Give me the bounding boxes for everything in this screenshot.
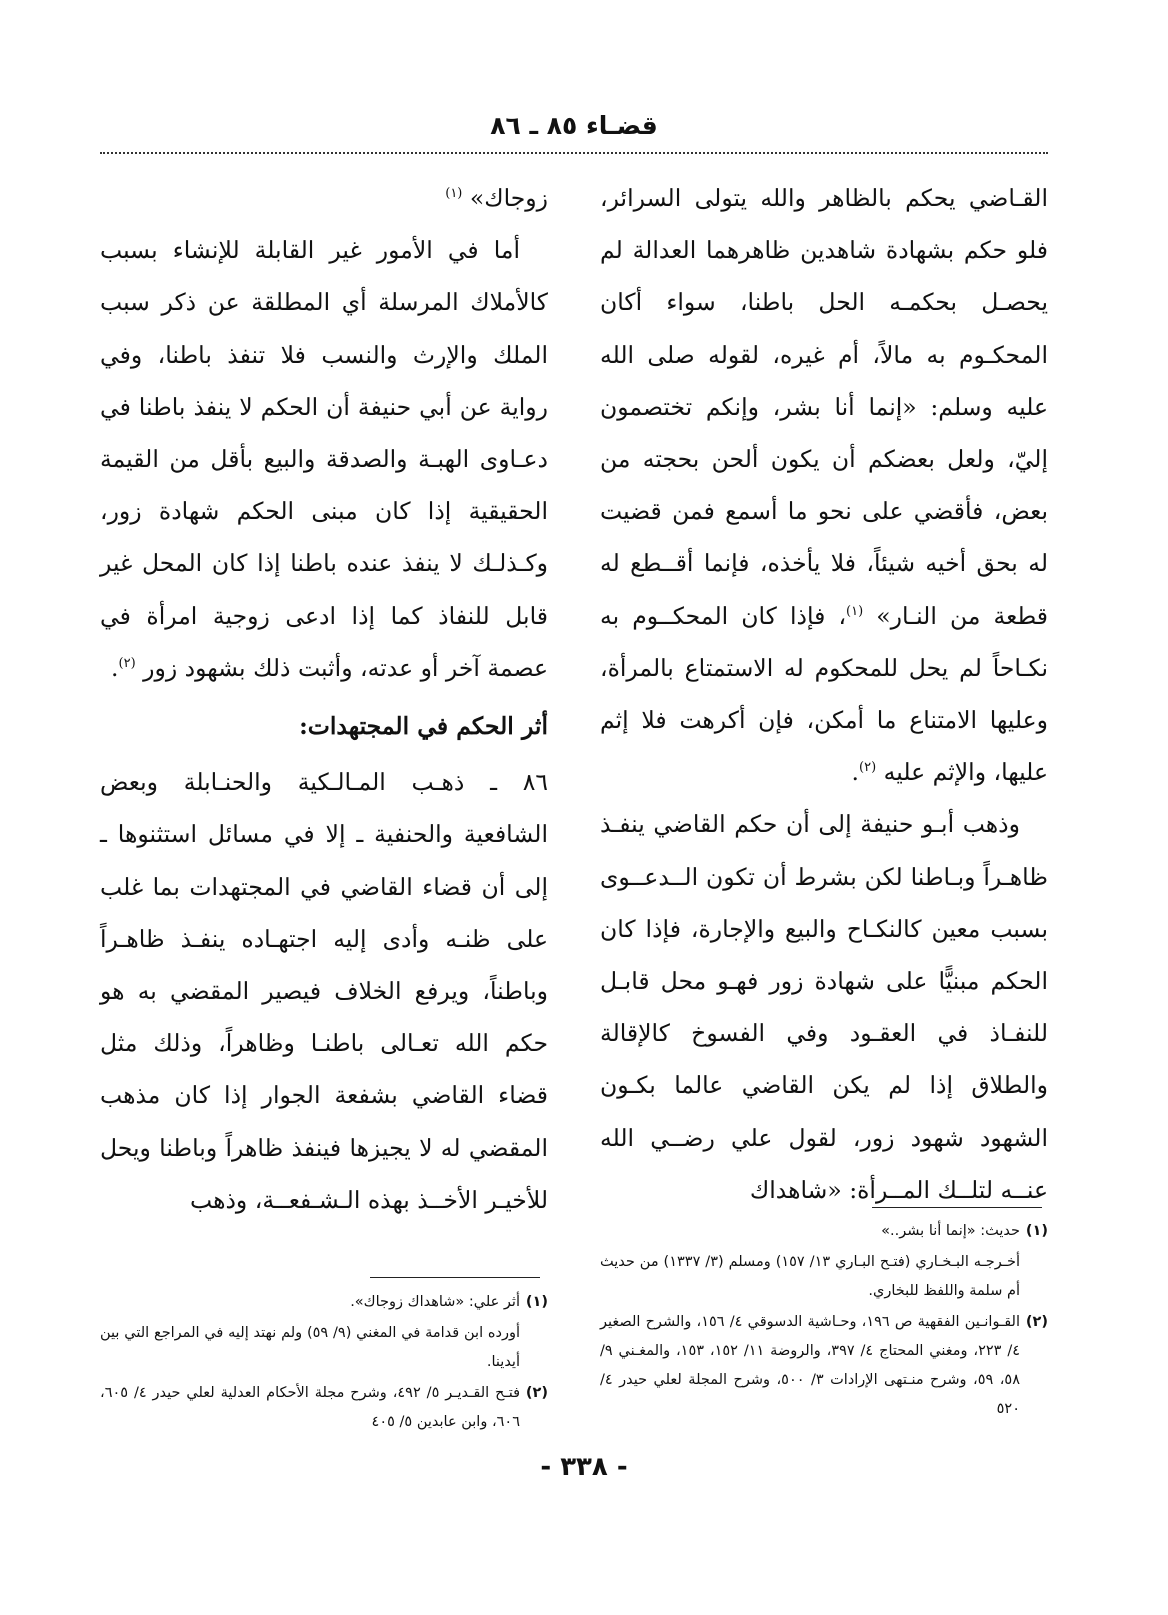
right-paragraph-1 bbox=[600, 172, 1048, 798]
footnote-number: (٢) bbox=[525, 1385, 548, 1401]
footnote-item bbox=[600, 1248, 1048, 1306]
footnotes-left bbox=[100, 1288, 548, 1439]
page-number: - ٣٣٨ - bbox=[540, 1452, 628, 1482]
footnote-text: أخـرجـه البـخـاري (فتـح البـاري ١٣/ ١٥٧) ومسلم (٣/ ١٣٣٧) من حديث أم سلمة واللفظ للبخاري. bbox=[600, 1254, 1021, 1299]
footnote-ref: (١) bbox=[846, 603, 864, 619]
left-paragraph-0 bbox=[100, 172, 548, 224]
running-header: قضـاء ٨٥ ـ ٨٦ bbox=[490, 110, 658, 140]
footnote-text: أورده ابن قدامة في المغني (٩/ ٥٩) ولم نهتد إليه في المراجع التي بين أيدينا. bbox=[100, 1325, 520, 1370]
footnote-ref: (٢) bbox=[118, 656, 136, 671]
left-p0-text: زوجاك» bbox=[469, 184, 548, 212]
footnote-ref: (٢) bbox=[859, 760, 877, 776]
left-paragraph-2: ٨٦ ـ ذهـب المـالـكية والحنـابلة وبعض الشافعية والحنفية ـ إلا في مسائل استثنوها ـ إلى أن قضاء القاضي في المجتهدات بما غلب على ظنـه وأدى إليه اجتهـاده ينفـذ ظاهـراً وباطناً، ويرفع الخلاف فيصير المقضي به هو حكم الله تعـالى باطنـا وظاهراً، وذلك مثل قضاء القاضي بشفعة الجوار إذا كان مذهب المقضي له لا يجيزها فينفذ ظاهراً وباطنا ويحل للأخيـر الأخــذ بهذه الـشـفعــة، وذهب bbox=[100, 768, 548, 1214]
footnote-item bbox=[100, 1319, 548, 1377]
footnote-number: (٢) bbox=[1025, 1314, 1048, 1330]
right-p1b-text: ، فإذا كان المحكــوم به نكـاحاً لم يحل للمحكوم له الاستمتاع بالمرأة، وعليها الامتناع ما أمكن، فإن أكرهت فلا إثم عليها، والإثم عليه bbox=[600, 601, 1048, 787]
footnote-ref: (١) bbox=[445, 186, 463, 202]
left-p1-text: أما في الأمور غير القابلة للإنشاء بسبب كالأملاك المرسلة أي المطلقة عن ذكر سبب الملك والإرث والنسب فلا تنفذ باطنا، وفي رواية عن أبي حنيفة أن الحكم لا ينفذ باطنا في دعـاوى الهبـة والصدقة والبيع بأقل من القيمة الحقيقية إذا كان مبنى الحكم شهادة زور، وكـذلـك لا ينفذ عنده باطنا إذا كان المحل غير قابل للنفاذ كما إذا ادعى زوجية امرأة في عصمة آخر أو عدته، وأثبت ذلك بشهود زور bbox=[100, 236, 548, 682]
footnote-item bbox=[100, 1288, 548, 1317]
left-p1-end: . bbox=[111, 653, 119, 682]
right-p1-text: القـاضي يحكم بالظاهر والله يتولى السرائر، فلو حكم بشهادة شاهدين ظاهرهما العدالة لم يحصـل بحكمـه الحل باطنا، سواء أكان المحكـوم به مالاً، أم غيره، لقوله صلى الله عليه وسلم: «إنما أنا بشر، وإنكم تختصمون إليّ، ولعل بعضكم أن يكون ألحن بحجته من بعض، فأقضي على نحو ما أسمع فمن قضيت له بحق أخيه شيئاً، فلا يأخذه، فإنما أقــطع له قطعة من النـار» bbox=[600, 184, 1048, 630]
left-paragraph-1 bbox=[100, 224, 548, 694]
footnote-item bbox=[600, 1217, 1048, 1246]
footnote-number: (١) bbox=[525, 1294, 548, 1310]
footnote-rule-left bbox=[370, 1277, 540, 1278]
footnote-text: حديث: «إنما أنا بشر..» bbox=[881, 1223, 1020, 1239]
footnote-number: (١) bbox=[1025, 1223, 1048, 1239]
footnote-text: القـوانـين الفقهية ص ١٩٦، وحـاشية الدسوقي ٤/ ١٥٦، والشرح الصغير ٤/ ٢٢٣، ومغني المحتاج ٤/ ٣٩٧، والروضة ١١/ ١٥٢، ١٥٣، والمغـني ٩/ ٥٨، ٥٩، وشرح منـتهى الإرادات ٣/ ٥٠٠، وشرح المجلة لعلي حيدر ٤/ ٥٢٠ bbox=[600, 1314, 1021, 1417]
footnote-rule-right bbox=[872, 1207, 1042, 1208]
footnote-text: فتـح القـديـر ٥/ ٤٩٢، وشرح مجلة الأحكام العدلية لعلي حيدر ٤/ ٦٠٥، ٦٠٦، وابن عابدين ٥/ ٤٠٥ bbox=[100, 1385, 520, 1430]
section-heading: أثر الحكم في المجتهدات: bbox=[299, 712, 548, 741]
left-column bbox=[100, 172, 548, 1226]
right-column bbox=[600, 172, 1048, 1216]
footnote-text: أثر علي: «شاهداك زوجاك». bbox=[350, 1294, 520, 1310]
right-p1b-end: . bbox=[851, 758, 859, 787]
header-dotted-rule bbox=[100, 152, 1048, 154]
footnote-item bbox=[100, 1379, 548, 1437]
right-paragraph-2: وذهب أبـو حنيفة إلى أن حكم القاضي ينفـذ ظاهـراً وبـاطنا لكن بشرط أن تكون الــدعــوى بسبب معين كالنكـاح والبيع والإجارة، فإذا كان الحكم مبنيًّا على شهادة زور فهـو محل قابـل للنفـاذ في العقـود وفي الفسوخ كالإقالة والطلاق إذا لم يكن القاضي عالما بكـون الشهود شهود زور، لقول علي رضــي الله عنــه لتلــك المــرأة: «شاهداك bbox=[600, 810, 1048, 1204]
footnote-item bbox=[600, 1308, 1048, 1424]
footnotes-right bbox=[600, 1217, 1048, 1426]
